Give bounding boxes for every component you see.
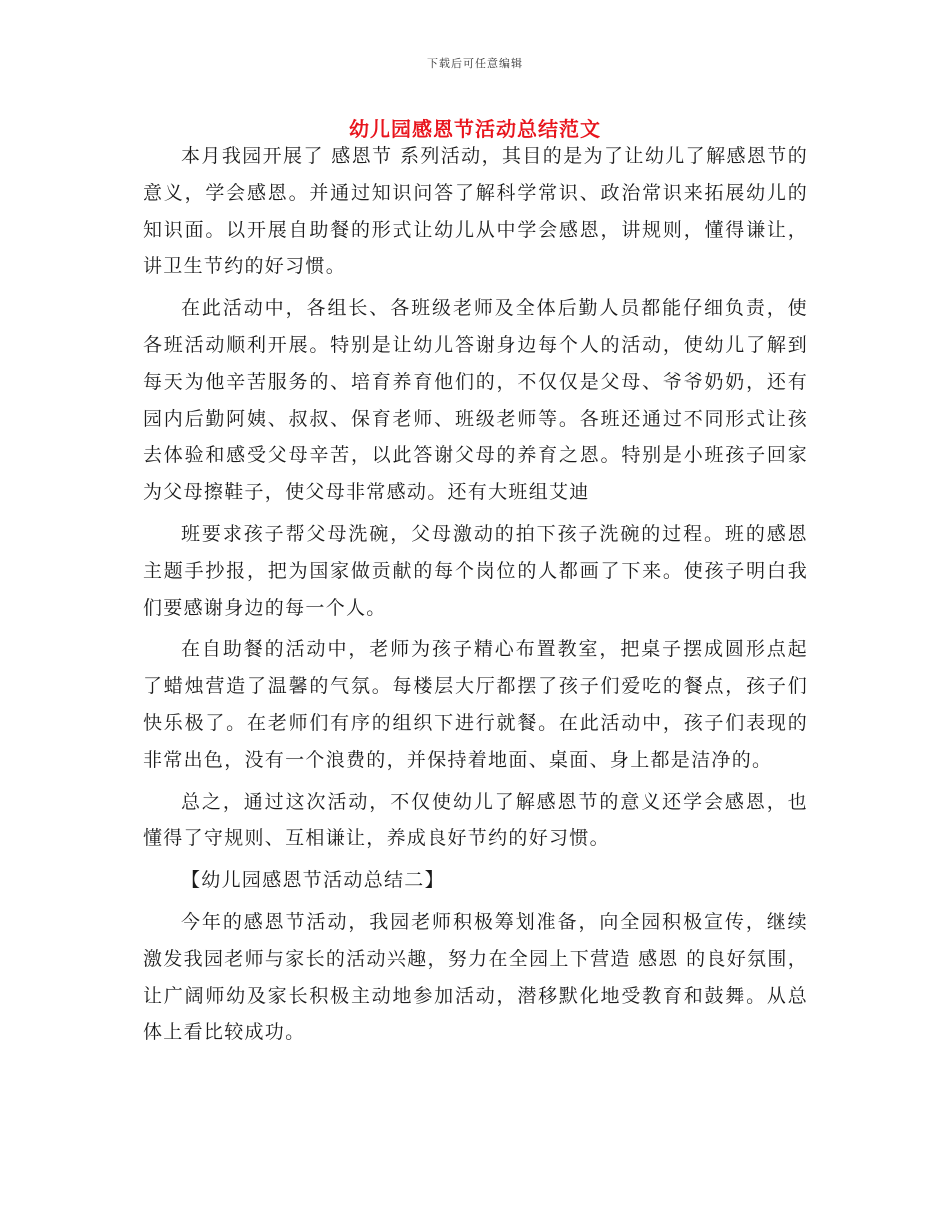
- page-header: 下载后可任意编辑: [427, 57, 523, 70]
- paragraph: 在此活动中，各组长、各班级老师及全体后勤人员都能仔细负责，使各班活动顺利开展。特别是让幼儿答谢身边每个人的活动，使幼儿了解到每天为他辛苦服务的、培育养育他们的，不仅仅是父母、爷爷奶奶，还有园内后勤阿姨、叔叔、保育老师、班级老师等。各班还通过不同形式让孩去体验和感受父母辛苦，以此答谢父母的养育之恩。特别是小班孩子回家为父母擦鞋子，使父母非常感动。还有大班组艾迪: [143, 297, 808, 504]
- paragraph: 本月我园开展了 感恩节 系列活动，其目的是为了让幼儿了解感恩节的意义，学会感恩。并通过知识问答了解科学常识、政治常识来拓展幼儿的知识面。以开展自助餐的形式让幼儿从中学会感恩，讲规则，懂得谦让，讲卫生节约的好习惯。: [143, 145, 808, 278]
- section-heading: 【幼儿园感恩节活动总结二】: [181, 869, 445, 892]
- paragraph: 在自助餐的活动中，老师为孩子精心布置教室，把桌子摆成圆形点起了蜡烛营造了温馨的气氛。每楼层大厅都摆了孩子们爱吃的餐点，孩子们快乐极了。在老师们有序的组织下进行就餐。在此活动中，孩子们表现的非常出色，没有一个浪费的，并保持着地面、桌面、身上都是洁净的。: [143, 638, 808, 771]
- paragraph: 班要求孩子帮父母洗碗，父母激动的拍下孩子洗碗的过程。班的感恩主题手抄报，把为国家做贡献的每个岗位的人都画了下来。使孩子明白我们要感谢身边的每一个人。: [143, 522, 808, 619]
- document-body: [143, 138, 808, 1051]
- document-title: 幼儿园感恩节活动总结范文: [349, 117, 601, 141]
- paragraph: 总之，通过这次活动，不仅使幼儿了解感恩节的意义还学会感恩，也懂得了守规则、互相谦让，养成良好节约的好习惯。: [143, 790, 808, 850]
- paragraph: 今年的感恩节活动，我园老师积极筹划准备，向全园积极宣传，继续激发我园老师与家长的活动兴趣，努力在全园上下营造 感恩 的良好氛围，让广阔师幼及家长积极主动地参加活动，潜移默化地受教育和鼓舞。从总体上看比较成功。: [143, 910, 808, 1044]
